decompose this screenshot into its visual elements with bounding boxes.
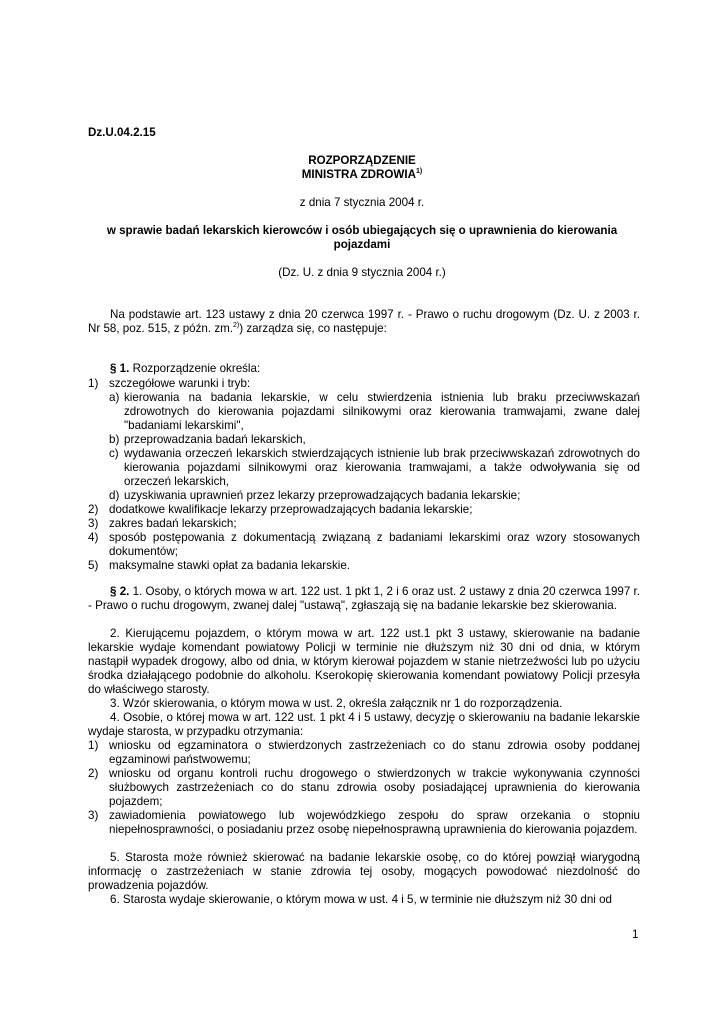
par1-intro: § 1. Rozporządzenie określa: <box>110 362 261 375</box>
page-number: 1 <box>632 928 639 941</box>
publication-info: (Dz. U. z dnia 9 stycznia 2004 r.) <box>278 266 446 279</box>
list-item: wniosku od organu kontroli ruchu drogowego o stwierdzonych w trakcie wykonywania czynności służbowych zastrzeżeniach co do stanu zdrowia osoby posiadającej uprawnienia do kierowania pojazdem; <box>109 767 640 808</box>
par2-section-1: § 2. 1. Osoby, o których mowa w art. 122 ust. 1 pkt 1, 2 i 6 oraz ust. 2 ustawy z dnia 20 czerwca 1997 r. - Prawo o ruchu drogowym, zwanej dalej "ustawą", zgłaszają się na badanie lekarskie bez skierowania. <box>88 585 640 612</box>
preamble-footnote: 2) <box>233 322 240 329</box>
subject-line-1: w sprawie badań lekarskich kierowców i osób ubiegających się o uprawnienia do kierowania <box>106 224 618 237</box>
list-item: maksymalne stawki opłat za badania lekarskie. <box>109 559 351 572</box>
list-item: uzyskiwania uprawnień przez lekarzy przeprowadzających badania lekarskie; <box>124 489 521 502</box>
title-line-2: MINISTRA ZDROWIA$^{1)}$ <box>301 168 423 181</box>
list-number: c) <box>109 447 119 460</box>
list-number: 1) <box>88 377 99 390</box>
par1-mark: § 1. <box>110 362 130 375</box>
par2-section-3: 3. Wzór skierowania, o którym mowa w ust. 2, określa załącznik nr 1 do rozporządzenia. <box>110 697 563 710</box>
preamble: Na podstawie art. 123 ustawy z dnia 20 czerwca 1997 r. - Prawo o ruchu drogowym (Dz. U. z 2003 r. Nr 58, poz. 515, z późn. zm.$^{2)}$) zarządza się, co następuje: <box>88 308 640 335</box>
list-number: 2) <box>88 503 99 516</box>
list-item: szczegółowe warunki i tryb: <box>109 377 251 390</box>
list-number: a) <box>109 391 120 404</box>
list-item: przeprowadzania badań lekarskich, <box>124 433 306 446</box>
list-number: b) <box>109 433 120 446</box>
par2-section-2: 2. Kierującemu pojazdem, o którym mowa w art. 122 ust.1 pkt 3 ustawy, skierowanie na badanie lekarskie wydaje komendant powiatowy Policji w terminie nie dłuższym niż 30 dni od dnia, w którym nastąpił wypadek drogowy, albo od dnia, w którym kierował pojazdem w stanie nietrzeźwości lub po użyciu środka działającego podobnie do alkoholu. Kserokopię skierowania komendant powiatowy Policji przesyła do właściwego starosty. <box>88 627 640 696</box>
list-item: zawiadomienia powiatowego lub wojewódzkiego zespołu do spraw orzekania o stopniu niepełnosprawności, o posiadaniu przez osobę niepełnosprawną uprawnienia do kierowania pojazdem. <box>109 809 640 836</box>
par2-section-5: 5. Starosta może również skierować na badanie lekarskie osobę, co do której powziął wiarygodną informację o zastrzeżeniach w stanie zdrowia tej osoby, mogących powodować niezdolność do prowadzenia pojazdów. <box>88 851 640 892</box>
list-number: d) <box>109 489 120 502</box>
list-item: dodatkowe kwalifikacje lekarzy przeprowadzających badania lekarskie; <box>109 503 473 516</box>
par2-section-6: 6. Starosta wydaje skierowanie, o którym mowa w ust. 4 i 5, w terminie nie dłuższym niż 30 dni od <box>110 893 612 906</box>
list-number: 5) <box>88 559 99 572</box>
list-item: wniosku od egzaminatora o stwierdzonych zastrzeżeniach co do stanu zdrowia osoby poddanej egzaminowi państwowemu; <box>109 739 640 766</box>
title-line-1: ROZPORZĄDZENIE <box>308 154 416 167</box>
document-date: z dnia 7 stycznia 2004 r. <box>299 196 425 209</box>
subject-line-2: pojazdami <box>333 238 391 251</box>
list-number: 1) <box>88 739 99 752</box>
par2-mark: § 2. <box>110 585 130 598</box>
list-item: sposób postępowania z dokumentacją związaną z badaniami lekarskimi oraz wzory stosowanych dokumentów; <box>109 531 640 558</box>
list-number: 2) <box>88 767 99 780</box>
list-item: kierowania na badania lekarskie, w celu stwierdzenia istnienia lub braku przeciwwskazań zdrowotnych do kierowania pojazdami silnikowymi oraz kierowania tramwajami, zwane dalej "badaniami lekarskimi", <box>124 391 640 432</box>
list-number: 3) <box>88 809 99 822</box>
list-number: 4) <box>88 531 99 544</box>
title-footnote: 1) <box>415 168 423 175</box>
list-item: wydawania orzeczeń lekarskich stwierdzających istnienie lub brak przeciwwskazań zdrowotnych do kierowania pojazdami silnikowymi oraz kierowania tramwajami, a także odwoływania się od orzeczeń lekarskich, <box>124 447 640 488</box>
par2-section-4: 4. Osobie, o której mowa w art. 122 ust. 1 pkt 4 i 5 ustawy, decyzję o skierowaniu na badanie lekarskie wydaje starosta, w przypadku otrzymania: <box>88 711 640 738</box>
list-item: zakres badań lekarskich; <box>109 517 237 530</box>
list-number: 3) <box>88 517 99 530</box>
document-id: Dz.U.04.2.15 <box>88 126 156 139</box>
